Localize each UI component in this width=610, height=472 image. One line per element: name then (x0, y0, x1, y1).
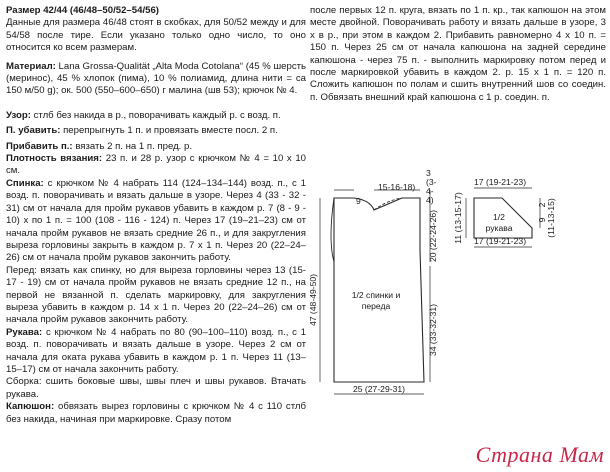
size-heading: Размер 42/44 (46/48–50/52–54/56) (6, 5, 159, 16)
dim-sleeve-top: 17 (19-21-23) (474, 177, 527, 187)
watermark-word-2: Мам (559, 442, 604, 467)
material-label: Материал: (6, 60, 56, 72)
dim-width: 25 (27-29-31) (352, 384, 406, 394)
dim-total-height: 47 (48-49-50) (308, 273, 318, 327)
size-note: Данные для размера 46/48 стоят в скобках, для 50/52 между и для 54/58 после тире. Если указано только одно число, то оно относится ко всем размерам. (6, 17, 306, 54)
gauge-text: 23 п. и 28 р. узор с крючком № 4 = 10 х 10 см. (6, 153, 306, 177)
dim-sleeve-height: 11 (13-15-17) (453, 192, 463, 244)
body-label-2: переда (361, 301, 391, 311)
hood-label: Капюшон: (6, 401, 55, 413)
material-section (6, 61, 306, 98)
dim-side: 34 (33-32-31) (428, 303, 438, 357)
dim-sleeve-cap: 9 (537, 217, 547, 223)
diagram-svg (306, 170, 610, 422)
assembly-section (6, 376, 306, 401)
pattern-label: Узор: (6, 109, 31, 121)
hood-text: обвязать вырез горловины с крючком № 4 с 110 стлб без накида, начиная при маркировке. Сразу потом (6, 401, 306, 425)
material-text: Lana Grossa-Qualität „Alta Moda Cotolana“ (45 % шерсть (меринос), 45 % хлопок (пима), 10 % полиамид, длина нити = ca 150 м/50 g); ок. 500 (550–600–650) г малина (шв 53); крючок № 4. (6, 60, 307, 97)
dim-neck-sub: (3- (426, 177, 437, 187)
watermark-logo (476, 442, 604, 468)
size-section (6, 5, 306, 55)
instructions-right-column (310, 5, 606, 104)
gauge-section (6, 153, 306, 178)
watermark-word-1: Страна (475, 442, 554, 467)
increase-section (6, 141, 306, 153)
hood-continuation-text: после первых 12 п. круга, вязать по 1 п. кр., так капюшон на этом месте двойной. Поворачивать работу и вязать дальше в узоре, 3 х в р., при этом в каждом 2. Прибавить равномерно 4 х 10 п. = 150 п. Через 25 см от начала капюшона на задней середине капюшона - через 75 п. - выполнить маркировку потом перед и после маркировкой убавить в каждом 2. р. 15 х 1 п. = 120 п. Сложить капюшон по полам и сшить внутренний шов со соедин. п. Обвязать внешний край капюшона с 1 р. соедин. п. (310, 5, 606, 103)
body-label-1: 1/2 спинки и (351, 290, 401, 300)
pattern-diagram (306, 170, 610, 422)
dim-neck-width: 15-16-18) (378, 182, 416, 192)
dim-neck-sub3: 4) (426, 195, 434, 205)
back-label: Спинка: (6, 177, 44, 189)
dim-sleeve-cap-sub: (11-13-15) (546, 198, 556, 238)
dim-neck-sub2: 4- (426, 186, 434, 196)
back-section (6, 178, 306, 265)
dim-sleeve-side: 2 (537, 202, 547, 208)
dim-shoulder: 9 (356, 196, 361, 206)
increase-text: вязать 2 п. на 1 п. пред. р. (75, 140, 193, 152)
dim-sleeve-bottom: 17 (19-21-23) (474, 236, 527, 246)
decrease-label: П. убавить: (6, 125, 61, 137)
back-text: с крючком № 4 набрать 114 (124–134–144) возд. п., с 1 возд. п. поворачивать и вязать дальше в узоре. Через 4 (33 - 32 - 31) см от начала для пройм рукавов убавить в каждом р. 7 (8 - 9 - 10) х по 1 п. = 100 (108 - 116 - 124) п. Через 17 (19–21–23) см от начала пройм рукавов не вязать средние 26 п., и для закругления выреза горловины закрыть в каждом р. 7 х 1 п. Через 20 (22–24–26) см от начала пройм рукавов закончить работу. (6, 177, 306, 264)
hood-section (6, 401, 306, 426)
instructions-left-column (6, 5, 306, 426)
sleeve-text: с крючком № 4 набрать по 80 (90–100–110) возд. п., с 1 возд. п. поворачивать и вязать дальше в узоре. Через 2 см от начала для окатa рукава убавить в каждом р. 1 п. Через 11 (13–15–17) см от начала закончить работу. (6, 326, 306, 375)
decrease-text: перепрыгнуть 1 п. и провязать вместе посл. 2 п. (63, 125, 278, 137)
front-text: Перед: вязать как спинку, но для выреза горловины через 13 (15-17 - 19) см от начала пройм рукавов не вязать средние 12 п., на первой не вязанной п. сделать маркировку, для закругления выреза убавить в каждом р. 14 х 1 п. Через 20 (22–24–26) см от начала пройм рукавов закончить работу. (6, 264, 306, 326)
pattern-section (6, 110, 306, 122)
gauge-label: Плотность вязания: (6, 153, 103, 165)
dim-armhole: 20 (22-24-26) (428, 209, 438, 263)
pattern-text: стлб без накида в р., поворачивать каждый р. с возд. п. (33, 109, 281, 121)
decrease-section (6, 125, 306, 137)
sleeve-label: Рукава: (6, 326, 43, 338)
assembly-text: Сборка: сшить боковые швы, швы плеч и швы рукавов. Втачать рукава. (6, 376, 306, 400)
sleeve-label-1: 1/2 (493, 212, 505, 222)
dim-neck-top: 3 (426, 168, 431, 178)
sleeve-label-2: рукава (485, 223, 513, 233)
increase-label: Прибавить п.: (6, 140, 73, 152)
front-section (6, 265, 306, 327)
sleeve-section (6, 327, 306, 377)
